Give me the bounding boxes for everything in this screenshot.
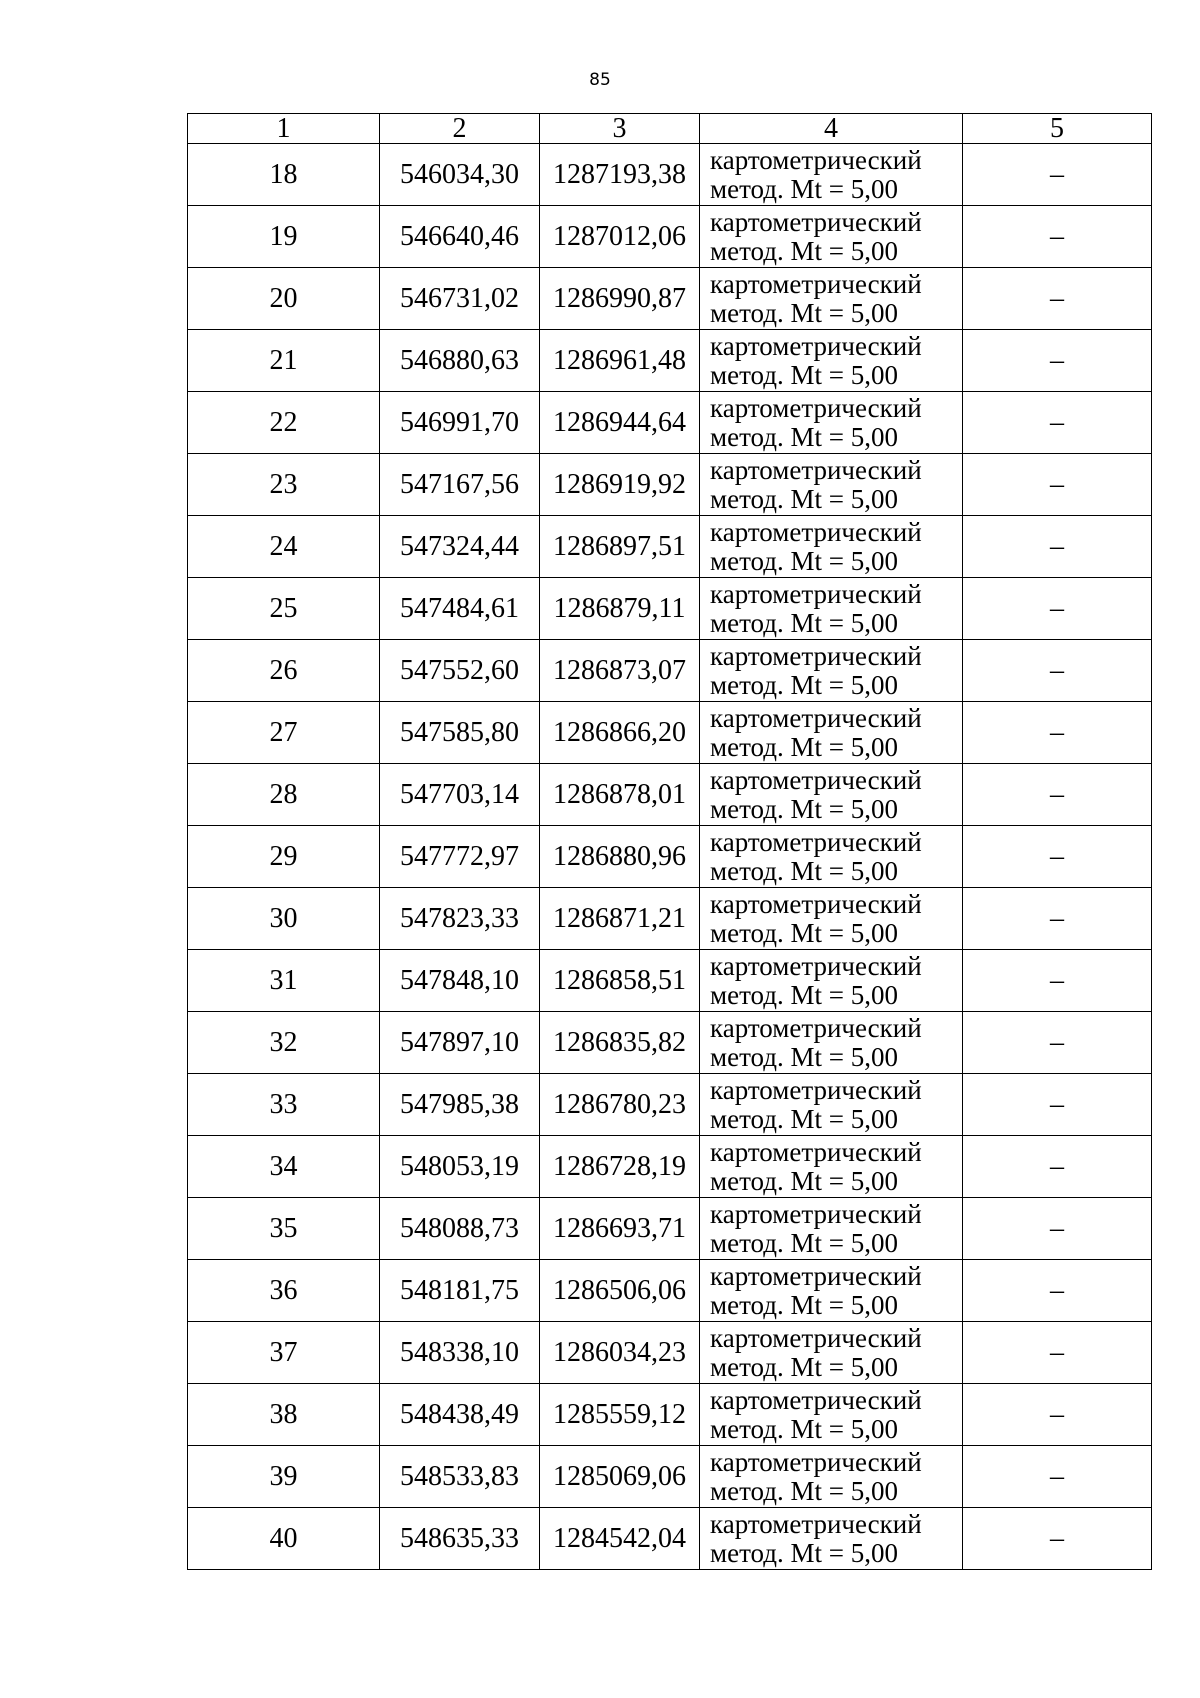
point-number-cell: 26 — [188, 640, 380, 702]
method-line-1: картометрический — [710, 1074, 922, 1105]
method-cell — [700, 1322, 963, 1384]
method-line-2: метод. Mt = 5,00 — [710, 731, 898, 762]
method-line-2: метод. Mt = 5,00 — [710, 669, 898, 700]
note-cell: – — [963, 516, 1152, 578]
method-cell — [700, 578, 963, 640]
note-cell: – — [963, 1508, 1152, 1570]
method-line-1: картометрический — [710, 1012, 922, 1043]
method-line-2: метод. Mt = 5,00 — [710, 1103, 898, 1134]
method-line-1: картометрический — [710, 392, 922, 423]
method-line-1: картометрический — [710, 1260, 922, 1291]
column-header-5: 5 — [963, 114, 1152, 144]
note-cell: – — [963, 702, 1152, 764]
point-number-cell: 23 — [188, 454, 380, 516]
point-number-cell: 22 — [188, 392, 380, 454]
method-line-2: метод. Mt = 5,00 — [710, 1413, 898, 1444]
method-cell — [700, 888, 963, 950]
method-line-2: метод. Mt = 5,00 — [710, 1041, 898, 1072]
y-coordinate-cell: 1286858,51 — [540, 950, 700, 1012]
y-coordinate-cell: 1284542,04 — [540, 1508, 700, 1570]
method-cell — [700, 206, 963, 268]
method-line-1: картометрический — [710, 268, 922, 299]
y-coordinate-cell: 1286897,51 — [540, 516, 700, 578]
table-row — [188, 764, 1152, 826]
method-cell — [700, 516, 963, 578]
table-row — [188, 1260, 1152, 1322]
x-coordinate-cell: 548181,75 — [380, 1260, 540, 1322]
x-coordinate-cell: 548053,19 — [380, 1136, 540, 1198]
method-line-2: метод. Mt = 5,00 — [710, 1475, 898, 1506]
table-header — [188, 114, 1152, 144]
point-number-cell: 31 — [188, 950, 380, 1012]
method-cell — [700, 702, 963, 764]
x-coordinate-cell: 547703,14 — [380, 764, 540, 826]
y-coordinate-cell: 1286506,06 — [540, 1260, 700, 1322]
method-line-2: метод. Mt = 5,00 — [710, 1351, 898, 1382]
y-coordinate-cell: 1286990,87 — [540, 268, 700, 330]
note-cell: – — [963, 454, 1152, 516]
point-number-cell: 39 — [188, 1446, 380, 1508]
column-header-4: 4 — [700, 114, 963, 144]
method-line-1: картометрический — [710, 826, 922, 857]
method-cell — [700, 144, 963, 206]
y-coordinate-cell: 1285069,06 — [540, 1446, 700, 1508]
page-number: 85 — [589, 70, 611, 90]
table-row — [188, 454, 1152, 516]
method-line-1: картометрический — [710, 330, 922, 361]
method-line-1: картометрический — [710, 1198, 922, 1229]
method-line-2: метод. Mt = 5,00 — [710, 979, 898, 1010]
x-coordinate-cell: 546880,63 — [380, 330, 540, 392]
note-cell: – — [963, 764, 1152, 826]
method-line-1: картометрический — [710, 640, 922, 671]
method-line-2: метод. Mt = 5,00 — [710, 917, 898, 948]
x-coordinate-cell: 547897,10 — [380, 1012, 540, 1074]
y-coordinate-cell: 1286780,23 — [540, 1074, 700, 1136]
table-row — [188, 888, 1152, 950]
point-number-cell: 20 — [188, 268, 380, 330]
method-line-2: метод. Mt = 5,00 — [710, 607, 898, 638]
method-line-2: метод. Mt = 5,00 — [710, 1537, 898, 1568]
point-number-cell: 35 — [188, 1198, 380, 1260]
method-line-2: метод. Mt = 5,00 — [710, 1289, 898, 1320]
x-coordinate-cell: 548088,73 — [380, 1198, 540, 1260]
table-row — [188, 392, 1152, 454]
note-cell: – — [963, 1136, 1152, 1198]
method-line-1: картометрический — [710, 578, 922, 609]
table-row — [188, 1508, 1152, 1570]
y-coordinate-cell: 1286919,92 — [540, 454, 700, 516]
method-line-1: картометрический — [710, 516, 922, 547]
x-coordinate-cell: 547552,60 — [380, 640, 540, 702]
method-line-2: метод. Mt = 5,00 — [710, 1227, 898, 1258]
point-number-cell: 32 — [188, 1012, 380, 1074]
table-row — [188, 330, 1152, 392]
method-cell — [700, 1384, 963, 1446]
y-coordinate-cell: 1287012,06 — [540, 206, 700, 268]
method-line-1: картометрический — [710, 1136, 922, 1167]
method-line-2: метод. Mt = 5,00 — [710, 1165, 898, 1196]
point-number-cell: 24 — [188, 516, 380, 578]
y-coordinate-cell: 1286873,07 — [540, 640, 700, 702]
method-cell — [700, 392, 963, 454]
note-cell: – — [963, 1260, 1152, 1322]
table-row — [188, 516, 1152, 578]
x-coordinate-cell: 547823,33 — [380, 888, 540, 950]
point-number-cell: 30 — [188, 888, 380, 950]
method-line-2: метод. Mt = 5,00 — [710, 235, 898, 266]
method-line-2: метод. Mt = 5,00 — [710, 855, 898, 886]
method-cell — [700, 826, 963, 888]
point-number-cell: 36 — [188, 1260, 380, 1322]
table-row — [188, 206, 1152, 268]
method-line-2: метод. Mt = 5,00 — [710, 173, 898, 204]
method-cell — [700, 764, 963, 826]
x-coordinate-cell: 547324,44 — [380, 516, 540, 578]
y-coordinate-cell: 1286871,21 — [540, 888, 700, 950]
method-cell — [700, 1012, 963, 1074]
y-coordinate-cell: 1286961,48 — [540, 330, 700, 392]
note-cell: – — [963, 640, 1152, 702]
method-line-1: картометрический — [710, 1446, 922, 1477]
table-row — [188, 1446, 1152, 1508]
method-cell — [700, 1446, 963, 1508]
note-cell: – — [963, 268, 1152, 330]
method-cell — [700, 1136, 963, 1198]
method-line-1: картометрический — [710, 454, 922, 485]
method-line-1: картометрический — [710, 1384, 922, 1415]
method-cell — [700, 1260, 963, 1322]
x-coordinate-cell: 547772,97 — [380, 826, 540, 888]
x-coordinate-cell: 546731,02 — [380, 268, 540, 330]
note-cell: – — [963, 1074, 1152, 1136]
method-line-1: картометрический — [710, 702, 922, 733]
method-line-1: картометрический — [710, 764, 922, 795]
point-number-cell: 34 — [188, 1136, 380, 1198]
note-cell: – — [963, 330, 1152, 392]
x-coordinate-cell: 547167,56 — [380, 454, 540, 516]
method-cell — [700, 1198, 963, 1260]
table-row — [188, 144, 1152, 206]
table-row — [188, 1384, 1152, 1446]
y-coordinate-cell: 1286880,96 — [540, 826, 700, 888]
point-number-cell: 33 — [188, 1074, 380, 1136]
y-coordinate-cell: 1286728,19 — [540, 1136, 700, 1198]
point-number-cell: 19 — [188, 206, 380, 268]
x-coordinate-cell: 548635,33 — [380, 1508, 540, 1570]
point-number-cell: 27 — [188, 702, 380, 764]
note-cell: – — [963, 1384, 1152, 1446]
table-row — [188, 578, 1152, 640]
point-number-cell: 25 — [188, 578, 380, 640]
method-cell — [700, 1074, 963, 1136]
y-coordinate-cell: 1286693,71 — [540, 1198, 700, 1260]
method-cell — [700, 268, 963, 330]
x-coordinate-cell: 548438,49 — [380, 1384, 540, 1446]
note-cell: – — [963, 826, 1152, 888]
note-cell: – — [963, 206, 1152, 268]
x-coordinate-cell: 546991,70 — [380, 392, 540, 454]
x-coordinate-cell: 546034,30 — [380, 144, 540, 206]
x-coordinate-cell: 547484,61 — [380, 578, 540, 640]
note-cell: – — [963, 392, 1152, 454]
method-line-1: картометрический — [710, 950, 922, 981]
table-body — [188, 144, 1152, 1570]
method-line-2: метод. Mt = 5,00 — [710, 359, 898, 390]
method-line-2: метод. Mt = 5,00 — [710, 421, 898, 452]
method-line-2: метод. Mt = 5,00 — [710, 297, 898, 328]
coordinates-table — [187, 113, 1152, 1570]
x-coordinate-cell: 546640,46 — [380, 206, 540, 268]
method-cell — [700, 454, 963, 516]
note-cell: – — [963, 144, 1152, 206]
table-row — [188, 268, 1152, 330]
table-row — [188, 950, 1152, 1012]
table-row — [188, 826, 1152, 888]
note-cell: – — [963, 888, 1152, 950]
method-cell — [700, 640, 963, 702]
method-cell — [700, 330, 963, 392]
column-header-1: 1 — [188, 114, 380, 144]
table-row — [188, 1322, 1152, 1384]
note-cell: – — [963, 1012, 1152, 1074]
point-number-cell: 18 — [188, 144, 380, 206]
method-line-2: метод. Mt = 5,00 — [710, 483, 898, 514]
y-coordinate-cell: 1286866,20 — [540, 702, 700, 764]
note-cell: – — [963, 578, 1152, 640]
table-row — [188, 1198, 1152, 1260]
point-number-cell: 40 — [188, 1508, 380, 1570]
y-coordinate-cell: 1286034,23 — [540, 1322, 700, 1384]
table-row — [188, 1012, 1152, 1074]
note-cell: – — [963, 1198, 1152, 1260]
method-line-1: картометрический — [710, 1508, 922, 1539]
y-coordinate-cell: 1287193,38 — [540, 144, 700, 206]
method-line-1: картометрический — [710, 888, 922, 919]
y-coordinate-cell: 1286878,01 — [540, 764, 700, 826]
x-coordinate-cell: 548533,83 — [380, 1446, 540, 1508]
y-coordinate-cell: 1286835,82 — [540, 1012, 700, 1074]
point-number-cell: 21 — [188, 330, 380, 392]
point-number-cell: 38 — [188, 1384, 380, 1446]
y-coordinate-cell: 1286879,11 — [540, 578, 700, 640]
method-cell — [700, 1508, 963, 1570]
note-cell: – — [963, 1446, 1152, 1508]
method-cell — [700, 950, 963, 1012]
table-row — [188, 1136, 1152, 1198]
table-row — [188, 640, 1152, 702]
point-number-cell: 28 — [188, 764, 380, 826]
x-coordinate-cell: 548338,10 — [380, 1322, 540, 1384]
method-line-2: метод. Mt = 5,00 — [710, 545, 898, 576]
note-cell: – — [963, 1322, 1152, 1384]
x-coordinate-cell: 547585,80 — [380, 702, 540, 764]
y-coordinate-cell: 1285559,12 — [540, 1384, 700, 1446]
table-row — [188, 1074, 1152, 1136]
method-line-1: картометрический — [710, 206, 922, 237]
column-header-2: 2 — [380, 114, 540, 144]
point-number-cell: 37 — [188, 1322, 380, 1384]
method-line-1: картометрический — [710, 144, 922, 175]
y-coordinate-cell: 1286944,64 — [540, 392, 700, 454]
point-number-cell: 29 — [188, 826, 380, 888]
note-cell: – — [963, 950, 1152, 1012]
method-line-2: метод. Mt = 5,00 — [710, 793, 898, 824]
x-coordinate-cell: 547985,38 — [380, 1074, 540, 1136]
table-row — [188, 702, 1152, 764]
header-row — [188, 114, 1152, 144]
column-header-3: 3 — [540, 114, 700, 144]
method-line-1: картометрический — [710, 1322, 922, 1353]
x-coordinate-cell: 547848,10 — [380, 950, 540, 1012]
